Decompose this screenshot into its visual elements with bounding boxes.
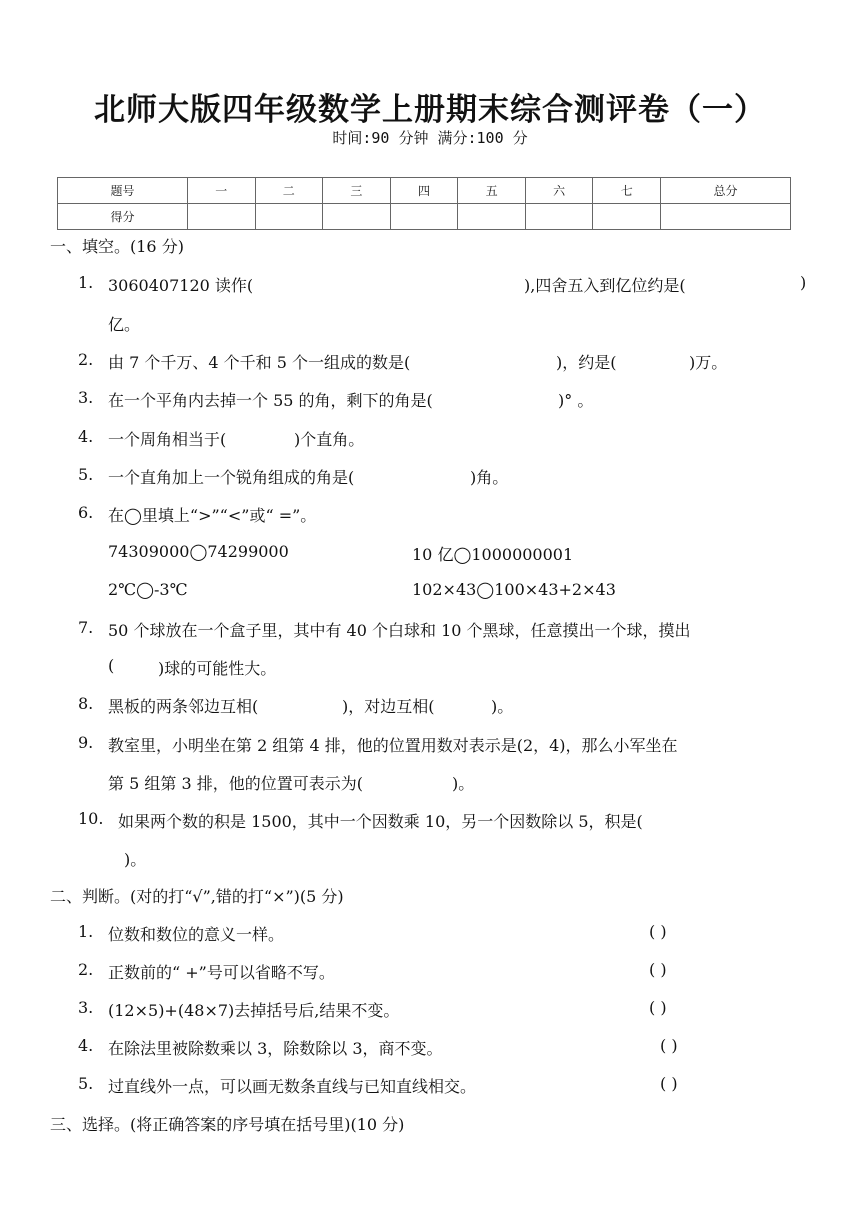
score-header-cell: 二 xyxy=(255,178,323,204)
score-cell[interactable] xyxy=(593,204,661,230)
question-4-text: 一个周角相当于( xyxy=(108,430,227,449)
question-9-text: 教室里，小明坐在第 2 组第 4 排，他的位置用数对表示是(2，4)，那么小军坐在 xyxy=(108,736,678,755)
score-header-cell: 题号 xyxy=(58,178,188,204)
question-5-text: 一个直角加上一个锐角组成的角是( xyxy=(108,468,355,487)
question-2-text: )万。 xyxy=(689,353,728,372)
judgment-item-text: 在除法里被除数乘以 3，除数除以 3，商不变。 xyxy=(108,1039,443,1058)
section-2-heading: 二、判断。(对的打“√”,错的打“×”)(5 分) xyxy=(50,887,344,906)
exam-info: 时间:90 分钟 满分:100 分 xyxy=(332,129,528,147)
score-header-cell: 七 xyxy=(593,178,661,204)
question-1-text: 亿。 xyxy=(108,315,141,334)
score-cell[interactable] xyxy=(661,204,791,230)
question-number: 2. xyxy=(78,350,94,369)
question-number: 9. xyxy=(78,733,94,752)
question-number: 4. xyxy=(78,1036,94,1055)
question-7-text: ( xyxy=(108,656,115,675)
score-cell[interactable] xyxy=(390,204,458,230)
answer-parentheses[interactable]: ( ) xyxy=(649,998,667,1017)
score-header-cell: 总分 xyxy=(661,178,791,204)
judgment-item-text: 位数和数位的意义一样。 xyxy=(108,925,285,944)
judgment-item-text: 过直线外一点，可以画无数条直线与已知直线相交。 xyxy=(108,1077,477,1096)
answer-parentheses[interactable]: ( ) xyxy=(660,1074,678,1093)
comparison-item: 74309000◯74299000 xyxy=(108,542,289,561)
score-header-cell: 一 xyxy=(187,178,255,204)
question-8-text: )，对边互相( xyxy=(342,697,435,716)
score-table-score-row xyxy=(58,204,791,230)
score-table xyxy=(57,177,791,230)
question-7-text: )球的可能性大。 xyxy=(158,659,277,678)
question-number: 1. xyxy=(78,922,94,941)
score-header-cell: 六 xyxy=(525,178,593,204)
answer-parentheses[interactable]: ( ) xyxy=(649,960,667,979)
comparison-item: 2℃◯-3℃ xyxy=(108,580,188,599)
question-number: 5. xyxy=(78,465,94,484)
question-number: 1. xyxy=(78,273,94,292)
question-3-text: 在一个平角内去掉一个 55 的角，剩下的角是( xyxy=(108,391,433,410)
score-cell[interactable] xyxy=(323,204,391,230)
score-cell[interactable] xyxy=(458,204,526,230)
question-1-text: ) xyxy=(800,273,807,292)
judgment-item-text: (12×5)+(48×7)去掉括号后,结果不变。 xyxy=(108,1001,400,1020)
question-9-text: 第 5 组第 3 排，他的位置可表示为( xyxy=(108,774,363,793)
comparison-item: 10 亿◯1000000001 xyxy=(412,545,574,564)
score-cell[interactable] xyxy=(187,204,255,230)
question-number: 3. xyxy=(78,388,94,407)
score-row-label: 得分 xyxy=(58,204,188,230)
question-5-text: )角。 xyxy=(470,468,509,487)
question-8-text: 黑板的两条邻边互相( xyxy=(108,697,259,716)
comparison-item: 102×43◯100×43+2×43 xyxy=(412,580,616,599)
question-6-text: 在◯里填上“>”“<”或“ =”。 xyxy=(108,506,317,525)
question-number: 2. xyxy=(78,960,94,979)
question-number: 5. xyxy=(78,1074,94,1093)
score-header-cell: 三 xyxy=(323,178,391,204)
answer-parentheses[interactable]: ( ) xyxy=(660,1036,678,1055)
question-2-text: )，约是( xyxy=(556,353,617,372)
section-3-heading: 三、选择。(将正确答案的序号填在括号里)(10 分) xyxy=(50,1115,405,1134)
score-header-cell: 五 xyxy=(458,178,526,204)
answer-parentheses[interactable]: ( ) xyxy=(649,922,667,941)
section-1-heading: 一、填空。(16 分) xyxy=(50,237,184,256)
question-10-text: 如果两个数的积是 1500，其中一个因数乘 10，另一个因数除以 5，积是( xyxy=(118,812,643,831)
score-cell[interactable] xyxy=(255,204,323,230)
question-1-text: 3060407120 读作( xyxy=(108,276,254,295)
question-4-text: )个直角。 xyxy=(294,430,365,449)
question-7-text: 50 个球放在一个盒子里，其中有 40 个白球和 10 个黑球，任意摸出一个球，摸出 xyxy=(108,621,691,640)
score-header-cell: 四 xyxy=(390,178,458,204)
question-2-text: 由 7 个千万、4 个千和 5 个一组成的数是( xyxy=(108,353,411,372)
question-number: 6. xyxy=(78,503,94,522)
question-8-text: )。 xyxy=(491,697,514,716)
question-number: 3. xyxy=(78,998,94,1017)
score-cell[interactable] xyxy=(525,204,593,230)
question-3-text: )° 。 xyxy=(558,391,594,410)
question-9-text: )。 xyxy=(452,774,475,793)
page-title: 北师大版四年级数学上册期末综合测评卷（一） xyxy=(94,92,766,128)
question-1-text: ),四舍五入到亿位约是( xyxy=(524,276,686,295)
question-10-text: )。 xyxy=(124,850,147,869)
question-number: 4. xyxy=(78,427,94,446)
judgment-item-text: 正数前的“ +”号可以省略不写。 xyxy=(108,963,335,982)
question-number: 8. xyxy=(78,694,94,713)
score-table-header-row xyxy=(58,178,791,204)
question-number: 10. xyxy=(78,809,104,828)
question-number: 7. xyxy=(78,618,94,637)
